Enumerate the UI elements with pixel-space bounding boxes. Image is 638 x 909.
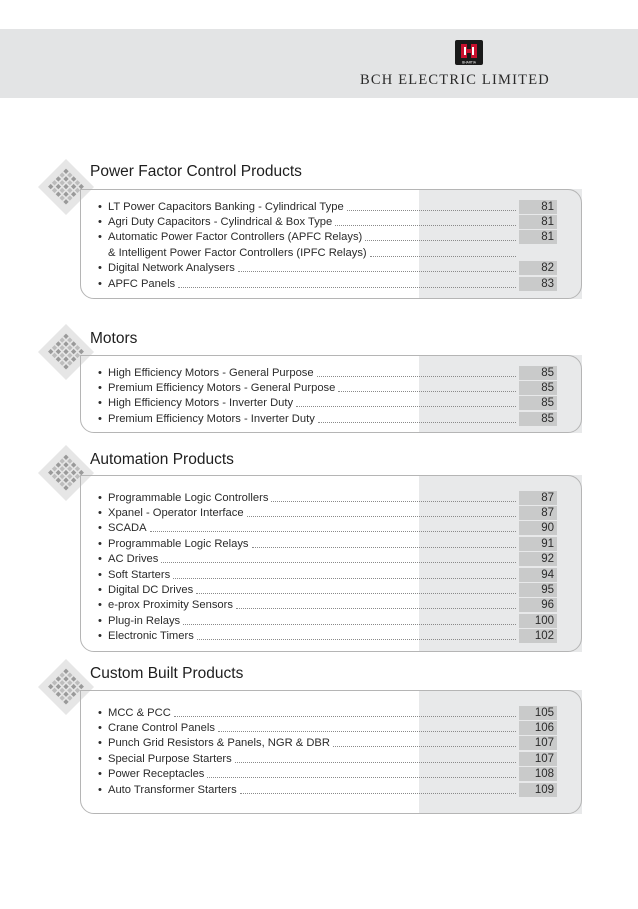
toc-entry (98, 198, 557, 214)
toc-entry (98, 379, 557, 395)
toc-entry (98, 275, 557, 291)
toc-entry-label: SCADA (108, 522, 147, 535)
dot-leader (161, 562, 516, 563)
bullet-icon: • (98, 277, 102, 290)
toc-entry (98, 704, 557, 720)
toc-entry (98, 628, 557, 644)
dot-leader (347, 210, 516, 211)
toc-entry-page: 91 (519, 537, 557, 551)
bullet-icon: • (98, 721, 102, 734)
toc-entry-label: Digital Network Analysers (108, 262, 235, 275)
bullet-icon: • (98, 768, 102, 781)
bullet-icon: • (98, 737, 102, 750)
toc-entry (98, 735, 557, 751)
toc-entry-label: High Efficiency Motors - General Purpose (108, 366, 314, 379)
toc-entry-label: Crane Control Panels (108, 721, 215, 734)
dot-leader (317, 376, 516, 377)
bullet-icon: • (98, 381, 102, 394)
bullet-icon: • (98, 599, 102, 612)
bullet-icon: • (98, 630, 102, 643)
section-title: Custom Built Products (90, 665, 244, 682)
toc-entry-label: Electronic Timers (108, 630, 194, 643)
dot-leader (173, 578, 516, 579)
dot-leader (174, 716, 516, 717)
toc-entry-label: Programmable Logic Relays (108, 537, 249, 550)
bullet-icon: • (98, 506, 102, 519)
toc-entry (98, 213, 557, 229)
dot-leader (150, 531, 516, 532)
dot-leader (240, 793, 516, 794)
bullet-icon: • (98, 537, 102, 550)
toc-entry-label: MCC & PCC (108, 706, 171, 719)
toc-entry-label: Automatic Power Factor Controllers (APFC Relays) (108, 231, 363, 244)
dot-leader (338, 391, 516, 392)
dot-leader (271, 501, 516, 502)
bch-logo-icon (455, 40, 483, 65)
toc-entry-page: 81 (519, 215, 557, 229)
toc-entry-page: 100 (519, 614, 557, 628)
toc-entry-page: 87 (519, 506, 557, 520)
bullet-icon: • (98, 412, 102, 425)
dot-leader (318, 422, 516, 423)
dot-leader (218, 731, 516, 732)
dot-leader (252, 547, 516, 548)
toc-entry-page (519, 246, 557, 260)
toc-entry (98, 581, 557, 597)
bullet-icon: • (98, 215, 102, 228)
bullet-icon: • (98, 231, 102, 244)
toc-entry-page: 83 (519, 277, 557, 291)
dot-leader (335, 225, 516, 226)
toc-entry-page: 85 (519, 396, 557, 410)
toc-entry (98, 766, 557, 782)
toc-entry (98, 410, 557, 426)
toc-entry (98, 781, 557, 797)
dot-leader (178, 287, 516, 288)
toc-entry (98, 719, 557, 735)
toc-entry-page: 82 (519, 261, 557, 275)
bullet-icon: • (98, 366, 102, 379)
toc-entry-page: 90 (519, 521, 557, 535)
dot-leader (197, 639, 516, 640)
toc-entry (98, 566, 557, 582)
toc-entry (98, 612, 557, 628)
toc-entry-label: Auto Transformer Starters (108, 783, 237, 796)
bullet-icon: • (98, 553, 102, 566)
toc-entry-label: Premium Efficiency Motors - Inverter Duty (108, 412, 315, 425)
bullet-icon: • (98, 200, 102, 213)
toc-entry-page: 95 (519, 583, 557, 597)
toc-entry-page: 85 (519, 412, 557, 426)
toc-entry (98, 535, 557, 551)
toc-entry-page: 92 (519, 552, 557, 566)
toc-entry (98, 750, 557, 766)
toc-entry-page: 108 (519, 767, 557, 781)
section-title: Power Factor Control Products (90, 163, 302, 180)
toc-entry (98, 520, 557, 536)
toc-entry-page: 94 (519, 568, 557, 582)
section-title: Motors (90, 330, 138, 347)
toc-entry (98, 260, 557, 276)
toc-entry-label: AC Drives (108, 553, 159, 566)
toc-entry (98, 504, 557, 520)
toc-entry-page: 81 (519, 200, 557, 214)
toc-entry-page: 107 (519, 752, 557, 766)
toc-entry-label: Plug-in Relays (108, 614, 181, 627)
toc-entry-label: Premium Efficiency Motors - General Purpose (108, 381, 336, 394)
bullet-icon: • (98, 262, 102, 275)
bullet-icon: • (98, 491, 102, 504)
dot-leader (365, 240, 516, 241)
toc-entry (98, 395, 557, 411)
dot-leader (207, 777, 516, 778)
dot-leader (236, 608, 516, 609)
toc-entry (98, 364, 557, 380)
dot-leader (196, 593, 516, 594)
toc-entry (98, 489, 557, 505)
toc-entry-label: Soft Starters (108, 568, 171, 581)
toc-entry-label: Xpanel - Operator Interface (108, 506, 244, 519)
dot-leader (370, 256, 516, 257)
toc-entry-label: LT Power Capacitors Banking - Cylindrical Type (108, 200, 344, 213)
toc-entry-label: Power Receptacles (108, 768, 205, 781)
toc-entry-page: 81 (519, 230, 557, 244)
company-name: BCH ELECTRIC LIMITED (360, 72, 550, 88)
bullet-icon: • (98, 614, 102, 627)
toc-entry-label: & Intelligent Power Factor Controllers (IPFC Relays) (108, 246, 367, 259)
bullet-icon: • (98, 706, 102, 719)
dot-leader (183, 624, 516, 625)
toc-entry-page: 102 (519, 629, 557, 643)
toc-entry-label: e-prox Proximity Sensors (108, 599, 233, 612)
bullet-icon: • (98, 568, 102, 581)
dot-leader (296, 406, 516, 407)
bullet-icon: • (98, 783, 102, 796)
bullet-icon: • (98, 522, 102, 535)
logo-caption: BHARTIA (462, 60, 476, 65)
toc-entry-page: 85 (519, 381, 557, 395)
bullet-icon: • (98, 397, 102, 410)
toc-entry-label: Punch Grid Resistors & Panels, NGR & DBR (108, 737, 330, 750)
toc-entry-page: 105 (519, 706, 557, 720)
dot-leader (238, 271, 516, 272)
toc-entry-page: 106 (519, 721, 557, 735)
toc-entry-label: Special Purpose Starters (108, 752, 232, 765)
toc-entry-label: APFC Panels (108, 277, 176, 290)
toc-entry-label: High Efficiency Motors - Inverter Duty (108, 397, 294, 410)
bullet-icon: • (98, 752, 102, 765)
bullet-icon: • (98, 583, 102, 596)
toc-entry-page: 107 (519, 736, 557, 750)
dot-leader (333, 746, 516, 747)
toc-entry-page: 109 (519, 783, 557, 797)
toc-entry-page: 85 (519, 366, 557, 380)
toc-entry (98, 551, 557, 567)
toc-entry (98, 597, 557, 613)
toc-entry-page: 87 (519, 491, 557, 505)
toc-entry-label: Digital DC Drives (108, 583, 194, 596)
toc-entry (98, 229, 557, 245)
toc-entry-label: Agri Duty Capacitors - Cylindrical & Box Type (108, 215, 333, 228)
toc-entry-page: 96 (519, 598, 557, 612)
dot-leader (247, 516, 516, 517)
section-title: Automation Products (90, 451, 234, 468)
dot-leader (235, 762, 516, 763)
toc-entry-label: Programmable Logic Controllers (108, 491, 269, 504)
toc-entry (98, 244, 557, 260)
